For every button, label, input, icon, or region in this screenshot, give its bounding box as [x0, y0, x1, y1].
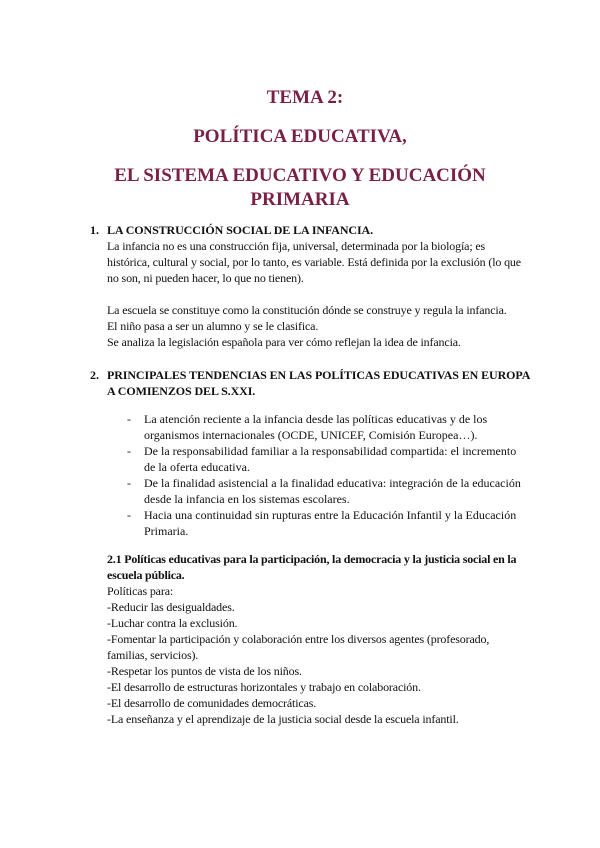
policy-line: -Respetar los puntos de vista de los niños.: [107, 664, 302, 678]
section-1-number: 1.: [90, 223, 99, 237]
policy-line: -El desarrollo de comunidades democráticas.: [107, 696, 317, 710]
policy-line: -La enseñanza y el aprendizaje de la justicia social desde la escuela infantil.: [107, 712, 459, 726]
bullet-item: - De la responsabilidad familiar a la responsabilidad compartida: el incremento de la oferta educativa.: [107, 443, 530, 475]
title-block: [0, 86, 600, 212]
section-2: [90, 367, 530, 727]
policy-line: Políticas para:: [107, 584, 174, 598]
title-line-3: PRIMARIA: [250, 189, 350, 210]
section-1-line-2: El niño pasa a ser un alumno y se le clasifica.: [107, 319, 319, 333]
subsection-2-1-heading: 2.1 Políticas educativas para la participación, la democracia y la justicia social en la escuela pública.: [107, 552, 517, 582]
bullet-item: - De la finalidad asistencial a la finalidad educativa: integración de la educación desde la infancia en los sistemas escolares.: [107, 475, 530, 507]
section-1: [90, 222, 530, 350]
section-2-number: 2.: [90, 368, 99, 382]
section-1-line-1: La escuela se constituye como la constitución dónde se construye y regula la infancia.: [107, 303, 507, 317]
section-2-bullet-list: [107, 411, 530, 539]
policy-line: -Fomentar la participación y colaboración entre los diversos agentes (profesorado, familias, servicios).: [107, 632, 490, 662]
title-line-1: POLÍTICA EDUCATIVA,: [193, 126, 407, 147]
section-1-paragraph-1: La infancia no es una construcción fija, universal, determinada por la biología; es histórica, cultural y social, por lo tanto, es variable. Está definida por la exclusión (lo que no son, ni pueden hacer, lo que no tienen).: [107, 239, 521, 285]
section-1-heading: LA CONSTRUCCIÓN SOCIAL DE LA INFANCIA.: [107, 223, 374, 237]
bullet-item: - La atención reciente a la infancia desde las políticas educativas y de los organismos internacionales (OCDE, UNICEF, Comisión Europea…).: [107, 411, 530, 443]
title-tema: TEMA 2:: [266, 87, 344, 108]
title-line-2: EL SISTEMA EDUCATIVO Y EDUCACIÓN: [114, 165, 486, 186]
bullet-item: - Hacia una continuidad sin rupturas entre la Educación Infantil y la Educación Primaria.: [107, 507, 530, 539]
section-1-line-3: Se analiza la legislación española para ver cómo reflejan la idea de infancia.: [107, 335, 461, 349]
policy-line: -Luchar contra la exclusión.: [107, 616, 238, 630]
policy-line: -El desarrollo de estructuras horizontales y trabajo en colaboración.: [107, 680, 421, 694]
policy-line: -Reducir las desigualdades.: [107, 600, 235, 614]
section-2-heading: PRINCIPALES TENDENCIAS EN LAS POLÍTICAS EDUCATIVAS EN EUROPA A COMIENZOS DEL S.XXI.: [107, 368, 530, 398]
